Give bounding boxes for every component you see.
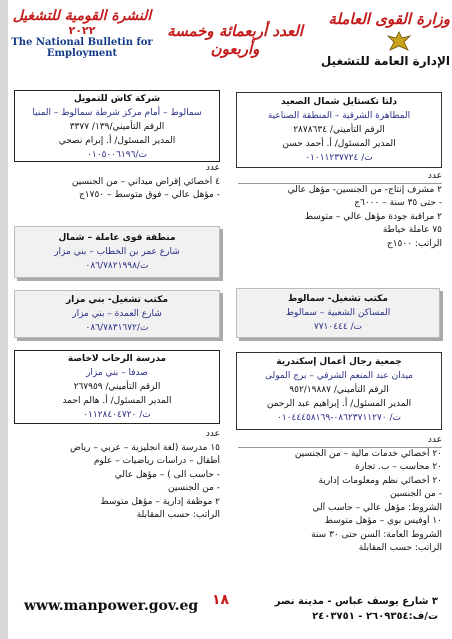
- company-card-alex-businessmen: [236, 352, 442, 430]
- manager-name: المدير المسئول/ أ. هالم احمد: [62, 396, 172, 406]
- jobs-list-school: [14, 428, 220, 523]
- jobs-list-delta: [238, 170, 442, 251]
- office-card-samalut: [236, 288, 440, 338]
- office-name: مكتب تشغيل- سمالوط: [288, 294, 388, 304]
- divider: [238, 447, 442, 448]
- job-item: ٤ أخصائي إقراض ميداني – من الجنسين: [71, 176, 220, 187]
- issue-number: العدد أربعمائة وخمسة وأربعون: [167, 22, 303, 58]
- office-phone: ت/ ٧٧١٠٤٤٤: [313, 322, 363, 332]
- eagle-emblem-icon: [386, 30, 412, 54]
- footer-phone: ت/ف:٢٦٠٩٣٥٤ - ٢٤٠٣٧٥١: [312, 611, 438, 622]
- insurance-number: الرقم التأميني/ ٢٦٧٩٥٩: [73, 382, 161, 392]
- bulletin-year: ٢٠٢٢: [68, 24, 96, 37]
- insurance-number: الرقم التأميني/ ٢٨٧٨٦٣٤: [293, 125, 385, 135]
- company-address: سمالوط – أمام مركز شرطة سمالوط – المنيا: [32, 108, 202, 118]
- company-address: ميدان عبد المنعم الشرقي – برج المولى: [265, 371, 413, 381]
- page-footer: [0, 586, 452, 639]
- binding-strip: [0, 0, 8, 639]
- school-card-rehab: [14, 350, 220, 424]
- company-name: دلتا تكستايل شمال الصعيد: [280, 97, 398, 107]
- insurance-number: الرقم التأميني/ ٩٥٢/١٩٨٨٧: [289, 385, 389, 395]
- job-item: ٢ موظفة إدارية – مؤهل متوسط: [100, 496, 220, 507]
- company-card-delta: [236, 92, 442, 168]
- bulletin-title-ar: النشرة القومية للتشغيل: [12, 8, 152, 24]
- job-item: ٢٠ أخصائي نظم ومعلومات إدارية: [318, 475, 442, 486]
- job-item: أطفال – دراسات رياضيات – علوم: [93, 456, 220, 466]
- office-phone: ت/٠٨٦/٧٨٣١٦٧٢: [85, 323, 149, 333]
- job-item: - حاسب الى ) – مؤهل عالي: [114, 469, 220, 480]
- salary-note: الراتب: حسب المقابلة: [136, 510, 220, 520]
- office-card-manpower-north: [14, 226, 220, 278]
- job-item: - حتى ٣٥ سنة – ٦٠٠٠ج: [354, 198, 442, 208]
- ministry-logo: [300, 10, 450, 80]
- jobs-count-header: عدد: [427, 171, 442, 181]
- jobs-count-header: عدد: [205, 163, 220, 173]
- school-name: مدرسة الرحاب لاخاصة: [67, 354, 167, 364]
- company-phone: ت/ ٠٨٦٢٣٧١١٢٧٠-٠١٠٤٤٤٥٨١٦٩: [277, 413, 401, 423]
- company-phone: ت/ ٠١٠١١٢٣٧٧٢٤: [305, 153, 373, 163]
- website-link[interactable]: www.manpower.gov.eg: [24, 598, 199, 614]
- office-name: منطقة قوى عاملة – شمال: [58, 233, 176, 243]
- manager-name: المدير المسئول/ أ. إبرام نصحي: [58, 136, 176, 146]
- page-header: [0, 0, 452, 84]
- job-item: ٧٥ عاملة خياطة: [382, 225, 442, 235]
- requirements-note: الشروط: مؤهل عالي – حاسب آلي: [312, 502, 442, 513]
- page-number: ١٨: [212, 592, 230, 608]
- footer-address: ٣ شارع يوسف عباس - مدينة نصر: [274, 596, 438, 607]
- job-item: ١٠ أوفيس بوي – مؤهل متوسط: [324, 516, 442, 526]
- bulletin-title-block: [2, 8, 162, 78]
- jobs-list-cash: [14, 162, 220, 203]
- office-card-bani-mazar: [14, 290, 220, 338]
- job-item: - من الجنسين: [167, 483, 220, 493]
- insurance-number: الرقم التأميني/١٣٩/ ٣٣٧٧: [69, 122, 165, 132]
- jobs-count-header: عدد: [205, 429, 220, 439]
- job-item: ٢ مشرف إنتاج- من الجنسين- مؤهل عالي: [287, 184, 442, 195]
- salary-note: الراتب: حسب المقابلة: [358, 543, 442, 553]
- jobs-count-header: عدد: [427, 435, 442, 445]
- general-conditions: الشروط العامة: السن حتى ٣٠ سنة: [311, 529, 442, 540]
- job-item: - مؤهل عالي – فوق متوسط – ١٧٥٠ج: [78, 190, 220, 200]
- company-name: جمعية رجال أعمال إسكندرية: [276, 357, 402, 367]
- office-phone: ت/٠٨٦/٧٨٢١٩٩٨: [85, 261, 149, 271]
- school-address: صدفا – بني مزار: [86, 368, 148, 378]
- department-name: الإدارة العامة للتشغيل: [320, 54, 450, 68]
- jobs-list-alex: [238, 434, 442, 556]
- job-item: ٢٠ محاسب – ب. تجارة: [355, 462, 442, 472]
- office-address: المساكن الشعبية – سمالوط: [285, 308, 391, 318]
- job-item: ٢٠ أخصائي خدمات مالية – من الجنسين: [294, 448, 442, 459]
- ministry-name: وزارة القوى العاملة: [328, 10, 450, 28]
- manager-name: المدير المسئول/ أ. إبراهيم عبد الرحمن: [266, 399, 412, 409]
- company-name: شركة كاش للتمويل: [73, 94, 161, 104]
- office-address: شارع العمدة – بني مزار: [72, 309, 162, 319]
- company-card-cash: [14, 90, 220, 162]
- office-name: مكتب تشغيل- بني مزار: [65, 295, 169, 305]
- office-address: شارع عمر بن الخطاب – بني مزار: [54, 247, 180, 257]
- manager-name: المدير المسئول/ أ. أحمد حسن: [282, 139, 396, 149]
- office-contact: [275, 594, 438, 624]
- job-item: - من الجنسين: [389, 489, 442, 499]
- job-item: ٢ مراقبة جودة مؤهل عالي – متوسط: [304, 211, 442, 222]
- bulletin-title-en: The National Bulletin for Employment: [11, 37, 153, 59]
- company-address: المطاهرة الشرقية – المنطقة الصناعية: [267, 111, 411, 121]
- divider: [238, 183, 442, 184]
- salary-note: الراتب: ١٥٠٠ج: [386, 238, 442, 249]
- school-phone: ت/ ٠١١٢٨٤٠٤٧٢٠: [83, 410, 151, 420]
- company-phone: ت/٠١٠٥٠٠٦١٩٦: [87, 150, 147, 160]
- job-item: ١٥ مدرسة (لغة انجليزية – عربي – رياض: [70, 442, 220, 453]
